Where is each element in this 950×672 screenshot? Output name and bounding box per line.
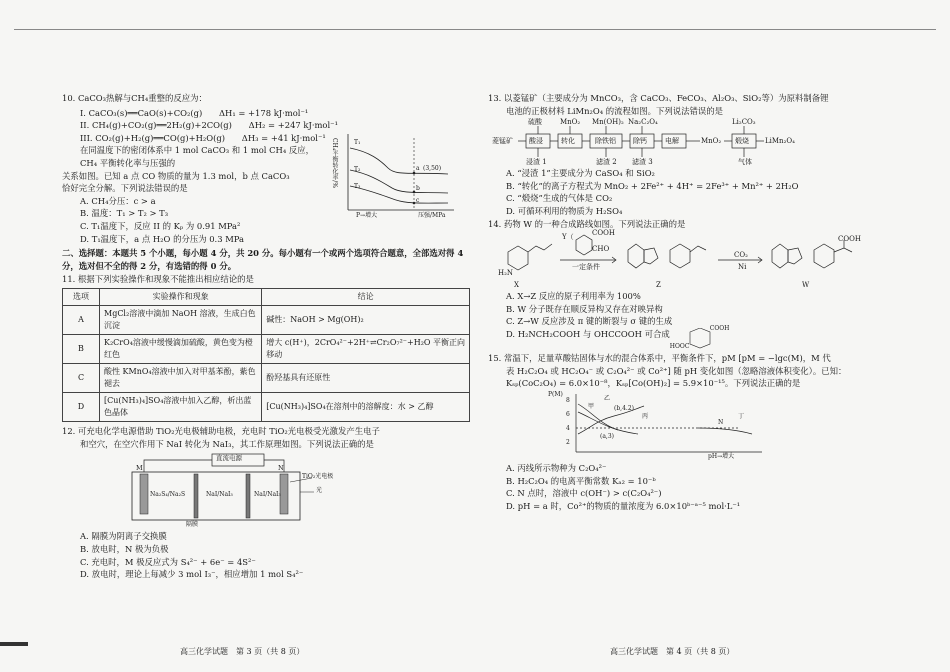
- q15-point-a: (a,3): [600, 432, 614, 440]
- q13-residue: 滤渣 2: [596, 158, 617, 167]
- curve-bing: [578, 412, 638, 434]
- q13-option-a: A. “浸渣 1”主要成分为 CaSO₄ 和 SiO₂: [506, 168, 655, 179]
- q10-stem: 恰好完全分解。下列说法错误的是: [62, 183, 188, 194]
- q12-electrode-n: N: [278, 464, 284, 473]
- q13-step: 菱锰矿: [492, 137, 513, 146]
- q11-table: [62, 288, 470, 422]
- question-11: [62, 273, 470, 423]
- q12-stem: 12. 可充电化学电源借助 TiO₂光电极辅助电极，充电时 TiO₂光电极受光激发产生电子: [62, 426, 380, 437]
- q11-cell: B: [63, 335, 100, 364]
- q15-ytick: 4: [566, 424, 570, 432]
- q13-stem: 电池的正极材料 LiMn₂O₄ 的流程如图。下列说法错误的是: [506, 105, 723, 116]
- q13-residue: 滤渣 3: [632, 158, 653, 167]
- question-12: [62, 425, 470, 581]
- q14-label-z: Z: [656, 281, 661, 290]
- q14-co2: CO₂: [734, 251, 748, 260]
- q14-y-cooh: COOH: [592, 229, 615, 238]
- curve-t3: [350, 186, 448, 203]
- q14-d-structure: [669, 325, 734, 352]
- q15-curve-yi: 乙: [604, 394, 611, 402]
- left-footer: 高三化学试题 第 3 页（共 8 页）: [180, 647, 305, 656]
- q13-reagent-1: 硫酸: [528, 118, 542, 127]
- q12-option-b: B. 放电时，N 极为负极: [80, 543, 169, 554]
- q13-step: MnO₂: [701, 137, 722, 146]
- q13-reagent-4: Na₂C₂O₄: [628, 118, 658, 127]
- q11-cell: [Cu(NH₃)₄]SO₄溶液中加入乙醇，析出蓝色晶体: [100, 393, 262, 422]
- q13-step: 除铁铝: [595, 137, 616, 146]
- q12-mid-solution: NaI/NaI₃: [206, 491, 233, 499]
- q11-cell: C: [63, 364, 100, 393]
- q10-point-a: a: [416, 165, 420, 173]
- q10-stem: 关系如图。已知 a 点 CO 物质的量为 1.3 mol，b 点 CaCO₃: [62, 170, 290, 181]
- q10-option-b: B. 温度：T₁ > T₂ > T₃: [80, 208, 169, 219]
- q10-chart-ylabel: CH₄平衡转化率/%: [331, 138, 338, 189]
- q13-stem: 13. 以菱锰矿（主要成分为 MnCO₃，含 CaCO₃、FeCO₃、Al₂O₃、SiO₂等）为原料制备锂: [488, 93, 829, 103]
- q11-cell: 碱性：NaOH > Mg(OH)₂: [262, 306, 470, 335]
- q12-light-label: 光: [316, 487, 323, 495]
- curve-jia: [578, 404, 618, 430]
- table-row: [63, 364, 470, 393]
- q10-reaction: I. CaCO₃(s)══CaO(s)+CO₂(g) ΔH₁ = +178 kJ·mol⁻¹: [80, 107, 309, 118]
- q11-cell: D: [63, 393, 100, 422]
- q11-title: 11. 根据下列实验操作和现象不能推出相应结论的是: [62, 273, 254, 284]
- q10-chart-svg: [330, 130, 460, 222]
- table-row: [63, 306, 470, 335]
- q10-point-b: b: [416, 185, 420, 193]
- q14-ni: Ni: [738, 263, 747, 272]
- q13-step: 除钙: [633, 137, 647, 146]
- q14-option-b: B. W 分子既存在顺反异构又存在对映异构: [506, 303, 663, 314]
- q14-d-hooc: HOOC: [669, 343, 690, 351]
- q15-chart-svg: [548, 390, 768, 462]
- q15-stem: Kₛₚ(CoC₂O₄) = 6.0×10⁻⁸，Kₛₚ[Co(OH)₂] = 5.9×10⁻¹⁵。下列说法正确的是: [506, 378, 801, 389]
- q13-step: LiMn₂O₄: [765, 137, 795, 146]
- q14-option-c: C. Z→W 反应涉及 π 键的断裂与 σ 键的生成: [506, 316, 673, 327]
- q10-stem: 在同温度下的密闭体系中 1 mol CaCO₃ 和 1 mol CH₄ 反应，CH₄ 平衡转化率与压强的: [80, 145, 315, 169]
- q15-pm-chart: [548, 390, 768, 462]
- q10-chart-t3: T₃: [354, 183, 361, 191]
- q12-cell-diagram: [122, 452, 352, 530]
- left-page: [62, 92, 470, 581]
- q11-cell: K₂CrO₄溶液中缓慢滴加硫酸，黄色变为橙红色: [100, 335, 262, 364]
- q12-stem: 和空穴，在空穴作用下 NaI 转化为 NaI₃，其工作原理如图。下列说法正确的是: [80, 438, 374, 449]
- q10-chart-xlabel2: 压强/MPa: [418, 212, 446, 220]
- q13-reagent-3: Mn(OH)₂: [592, 118, 624, 127]
- q15-option-c: C. N 点时，溶液中 c(OH⁻) > c(C₂O₄²⁻): [506, 488, 662, 499]
- q12-option-d: D. 放电时，理论上每减少 3 mol I₃⁻，相应增加 1 mol S₄²⁻: [80, 569, 304, 580]
- q15-option-a: A. 丙线所示物种为 C₂O₄²⁻: [506, 462, 607, 473]
- scan-corner-mark: [0, 642, 28, 646]
- q13-step: 煅烧: [735, 137, 749, 146]
- q13-step: 电解: [665, 137, 679, 146]
- q15-ytick: 6: [566, 410, 570, 418]
- q12-option-c: C. 充电时，M 极反应式为 S₄²⁻ + 6e⁻ = 4S²⁻: [80, 556, 256, 567]
- q15-ytick: 2: [566, 438, 570, 446]
- section-2-heading: 二、选择题：本题共 5 个小题，每小题 4 分，共 20 分。每小题有一个或两个选项符合题意，全部选对得 4 分，选对但不全的得 2 分，有选错的得 0 分。: [62, 248, 464, 271]
- q13-flowchart: [492, 117, 822, 167]
- q13-residue: 气体: [738, 158, 752, 167]
- benzene-ring-x: [508, 246, 528, 270]
- q15-option-d: D. pH = a 时，Co²⁺的物质的量浓度为 6.0×10ᵇ⁻ᵃ⁻⁵ mol·L⁻¹: [506, 500, 741, 511]
- q15-curve-ding: 丁: [738, 412, 745, 420]
- q10-reaction: III. CO₂(g)+H₂(g)══CO(g)+H₂O(g) ΔH₃ = +41 kJ·mol⁻¹: [80, 132, 326, 143]
- question-15: [488, 352, 908, 512]
- q13-residue: 浸渣 1: [526, 158, 547, 167]
- q11-cell: 酸性 KMnO₄溶液中加入对甲基苯酚，紫色褪去: [100, 364, 262, 393]
- q15-point-b: (b,4.2): [614, 404, 634, 412]
- q11-cell: A: [63, 306, 100, 335]
- q15-ylabel: P(M): [548, 390, 563, 398]
- q13-reagent-2: MnO₂: [560, 118, 581, 127]
- q15-stem: 15. 常温下，足量草酸钴固体与水的混合体系中，平衡条件下，pM [pM = −lgc(M)，M 代: [488, 353, 831, 364]
- q14-route-svg: [488, 230, 888, 290]
- q14-h2n: H₂N: [498, 269, 514, 278]
- curve-ding: [698, 428, 752, 434]
- q12-left-solution: Na₂S₄/Na₂S: [150, 491, 186, 499]
- q11-cell: [Cu(NH₃)₄]SO₄在溶剂中的溶解度：水 > 乙醇: [262, 393, 470, 422]
- q15-ytick: 8: [566, 396, 570, 404]
- q10-chart-t2: T₂: [354, 166, 361, 174]
- q12-membrane-label: 隔膜: [186, 521, 199, 529]
- q14-condition: 一定条件: [572, 263, 600, 272]
- question-14: [488, 218, 908, 352]
- q13-step: 转化: [561, 137, 575, 146]
- table-row: [63, 393, 470, 422]
- q14-w-cooh: COOH: [838, 235, 861, 244]
- q10-option-c: C. T₁温度下，反应 II 的 Kₚ 为 0.91 MPa²: [80, 221, 241, 232]
- q12-option-a: A. 隔膜为阴离子交换膜: [80, 531, 167, 542]
- q10-title: 10. CaCO₃热解与CH₄重整的反应为：: [62, 93, 207, 103]
- q14-d-cooh: COOH: [709, 325, 730, 333]
- q12-tio2-label: TiO₂光电极: [302, 473, 334, 481]
- question-13: [488, 92, 908, 218]
- question-10: [62, 92, 470, 245]
- q13-option-c: C. “煅烧”生成的气体是 CO₂: [506, 193, 613, 204]
- q15-stem: 表 H₂C₂O₄ 或 HC₂O₄⁻ 或 C₂O₄²⁻ 或 Co²⁺] 随 pH 变化如图（忽略溶液体积变化）。已知：: [506, 365, 847, 376]
- q10-conversion-chart: [330, 130, 460, 222]
- q12-electrode-m: M: [136, 464, 143, 473]
- right-footer: 高三化学试题 第 4 页（共 8 页）: [610, 647, 735, 656]
- q11-header-operation: 实验操作和现象: [100, 289, 262, 306]
- q11-cell: 增大 c(H⁺)，2CrO₄²⁻+2H⁺⇌Cr₂O₇²⁻+H₂O 平衡正向移动: [262, 335, 470, 364]
- table-row: [63, 335, 470, 364]
- q14-reagent-y: Y（: [562, 233, 574, 242]
- q13-option-b: B. “转化”的离子方程式为 MnO₂ + 2Fe²⁺ + 4H⁺ = 2Fe³⁺ + Mn²⁺ + 2H₂O: [506, 180, 799, 191]
- q10-option-a: A. CH₄分压：c > a: [80, 195, 156, 206]
- right-page: [488, 92, 908, 512]
- q10-point-c: c: [416, 197, 420, 205]
- q13-step: 酸浸: [529, 137, 543, 146]
- q14-synthesis-route: [488, 230, 888, 290]
- q14-label-w: W: [802, 281, 810, 290]
- q15-xlabel: pH→增大: [708, 452, 735, 460]
- q14-label-x: X: [514, 281, 519, 290]
- q10-reaction: II. CH₄(g)+CO₂(g)══2H₂(g)+2CO(g) ΔH₂ = +247 kJ·mol⁻¹: [80, 120, 338, 131]
- q12-right-solution: NaI/NaI₃: [254, 491, 281, 499]
- q11-cell: MgCl₂溶液中滴加 NaOH 溶液，生成白色沉淀: [100, 306, 262, 335]
- top-rule: [14, 29, 936, 30]
- q10-chart-t1: T₁: [354, 139, 361, 147]
- q15-option-b: B. H₂C₂O₄ 的电离平衡常数 Kₐ₂ = 10⁻ᵇ: [506, 475, 656, 486]
- q14-y-cho: CHO: [592, 245, 610, 254]
- q11-cell: 酚羟基具有还原性: [262, 364, 470, 393]
- q15-curve-jia: 甲: [588, 402, 595, 410]
- q14-option-d: D. H₂NCH₂COOH 与 OHCCOOH 可合成: [506, 329, 670, 340]
- q12-power: 直流电源: [216, 454, 242, 463]
- q13-option-d: D. 可循环利用的物质为 H₂SO₄: [506, 206, 623, 217]
- q10-point-label: (3,50): [423, 165, 442, 173]
- q15-curve-bing: 丙: [642, 412, 649, 420]
- q10-chart-xlabel: P→增大: [356, 212, 378, 220]
- q15-point-n: N: [718, 418, 724, 426]
- q11-header-conclusion: 结论: [262, 289, 470, 306]
- q11-header-option: 选项: [63, 289, 100, 306]
- q14-option-a: A. X→Z 反应的原子利用率为 100%: [506, 291, 641, 302]
- q14-stem: 14. 药物 W 的一种合成路线如图。下列说法正确的是: [488, 218, 686, 229]
- q10-option-d: D. T₁温度下，a 点 H₂O 的分压为 0.3 MPa: [80, 233, 245, 244]
- q13-reagent-5: Li₂CO₃: [732, 118, 756, 127]
